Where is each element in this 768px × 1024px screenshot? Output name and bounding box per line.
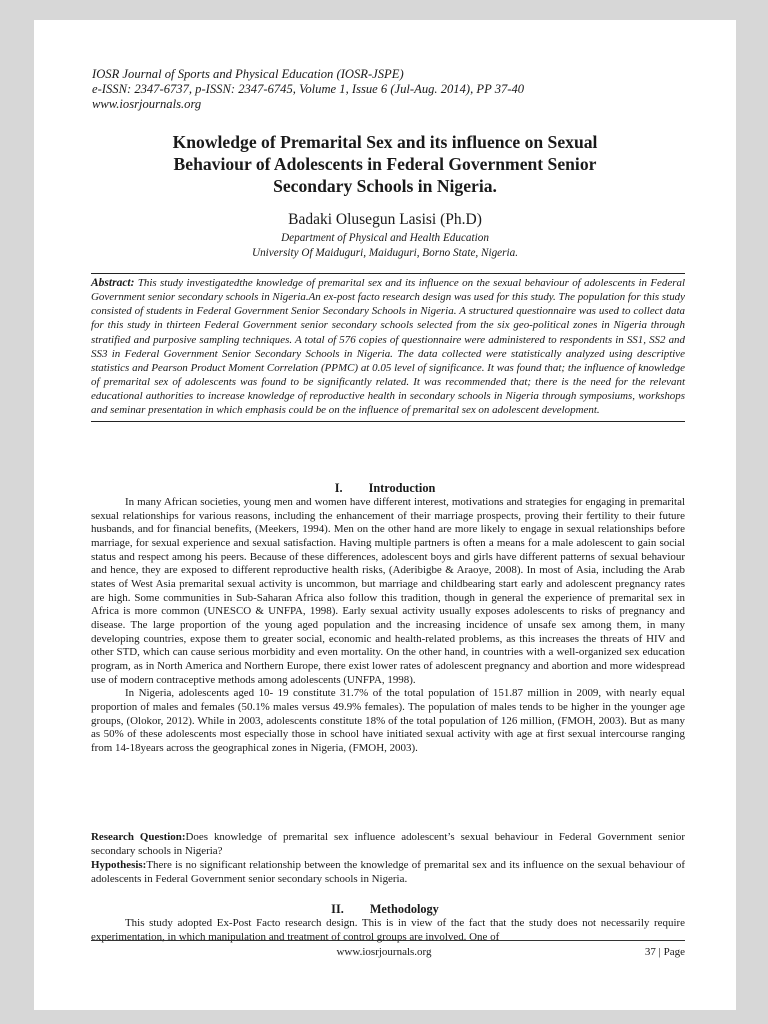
journal-issn: e-ISSN: 2347-6737, p-ISSN: 2347-6745, Volume 1, Issue 6 (Jul-Aug. 2014), PP 37-40 [92,82,525,96]
section-heading-introduction [74,481,696,496]
author-name: Badaki Olusegun Lasisi (Ph.D) [288,211,482,228]
footer-rule [91,940,685,941]
research-question [91,831,685,858]
hypothesis-label: Hypothesis: [91,859,147,871]
footer-url: www.iosrjournals.org [336,946,432,958]
affiliation-department: Department of Physical and Health Education [281,232,489,244]
hypothesis-text: There is no significant relationship between the knowledge of premarital sex and its influence on the sexual behaviour of adolescents in Federal Government senior secondary schools in Nigeria. [91,859,685,885]
journal-name: IOSR Journal of Sports and Physical Education (IOSR-JSPE) [92,67,404,81]
title-line: Knowledge of Premarital Sex and its influence on Sexual [172,132,598,152]
paper-page [34,20,736,1010]
section-title: Methodology [369,902,439,916]
page-number: 37 | Page [644,946,685,958]
hypothesis [91,859,685,886]
affiliation-university: University Of Maiduguri, Maiduguri, Borno State, Nigeria. [252,246,518,259]
section-number: I. [334,481,343,495]
section-title: Introduction [368,481,436,495]
abstract-label: Abstract: [91,277,135,289]
research-question-label: Research Question: [91,831,186,843]
journal-url: www.iosrjournals.org [92,97,202,111]
section-number: II. [331,902,344,916]
paragraph: In many African societies, young men and women have different interest, motivations and strategies for engaging in premarital sexual relationships for various reasons, including the enhancement of their marriage prospects, proving their fertility to their future husbands, and for financial benefits, (Meekers, 1994). Men on the other hand are more likely to engage in sexual relationships before marriage, for sexual experience and sexual satisfaction. Having multiple partners is often a means for a male adolescent to gain social status and respect among his peers. Because of these differences, adolescent boys and girls have different patterns of sexual behaviour and hence, they are exposed to different reproductive health risks, (Aderibigbe & Araoye, 2008). In most of Asia, including the Arab states of West Asia premarital sexual activity is uncommon, but marriage and childbearing start early and adolescent pregnancy rates are high. Some communities in Sub-Saharan Africa also follow this tradition, though in general the experience of premarital sex in Africa is more common (UNESCO & UNFPA, 1998). Early sexual activity usually exposes adolescents to risks of pregnancy and disease. The large proportion of the young aged population and the increasing incidence of unsafe sex among them, in many developing countries, expose them to greater social, economic and health-related problems, as this increases the threats of HIV and other STD, which can cause serious morbidity and even mortality. On the other hand, in countries with a well-organized sex education program, as in North America and Northern Europe, there exist lower rates of adolescent pregnancy and abortion and more widespread use of modern contraceptive methods among adolescents (UNFPA, 1998). [91,496,685,686]
title-line: Behaviour of Adolescents in Federal Government Senior [173,154,597,174]
introduction-body [91,496,685,755]
author-affiliation [74,231,696,260]
abstract-block [91,273,685,422]
abstract-text: This study investigatedthe knowledge of premarital sex and its influence on the sexual behaviour of adolescents in Federal Government senior secondary schools in Nigeria.An ex-post facto research design was used for this study. The population for this study consisted of students in Federal Government Senior Secondary Schools in Nigeria. A structured questionnaire was used to collect data for this study in thirteen Federal Government senior secondary schools selected from the six geo-political zones in Nigeria through stratified and purposive sampling techniques. A total of 576 copies of questionnaire were administered to respondents in SS1, SS2 and SS3 in Federal Government Senior Secondary Schools in Nigeria. The data collected were statistically analyzed using descriptive statistics and Pearson Product Moment Correlation (PPMC) at 0.05 level of significance. It was found that; the influence of knowledge of premarital sex of adolescents was found to be significantly related. It was recommended that; there is the need for the relevant educational authorities to increase knowledge of reproductive health in secondary schools in Nigeria through symposiums, workshops and seminar presentation in which emphasis could be on the influence of premarital sex on adolescent development. [91,277,685,417]
title-line: Secondary Schools in Nigeria. [273,176,497,196]
paper-title [74,131,696,197]
journal-header [92,67,692,112]
research-question-text: Does knowledge of premarital sex influence adolescent’s sexual behaviour in Federal Government senior secondary schools in Nigeria? [91,831,685,857]
paragraph: In Nigeria, adolescents aged 10- 19 constitute 31.7% of the total population of 151.87 million in 2009, with nearly equal proportion of males and females (50.1% males versus 49.9% females). The population of males tends to be higher in the younger age groups, (Olokor, 2012). While in 2003, adolescents constitute 18% of the total population of 126 million, (FMOH, 2003). But as many as 50% of these adolescents most especially those in school have initiated sexual activity with age at first sexual intercourse ranging from 14-18years across the geographical zones in Nigeria, (FMOH, 2003). [91,687,685,754]
paragraph: This study adopted Ex-Post Facto research design. This is in view of the fact that the study does not necessarily require experimentation, in which manipulation and treatment of control groups are involved. One of [91,917,685,943]
section-heading-methodology [74,902,696,917]
